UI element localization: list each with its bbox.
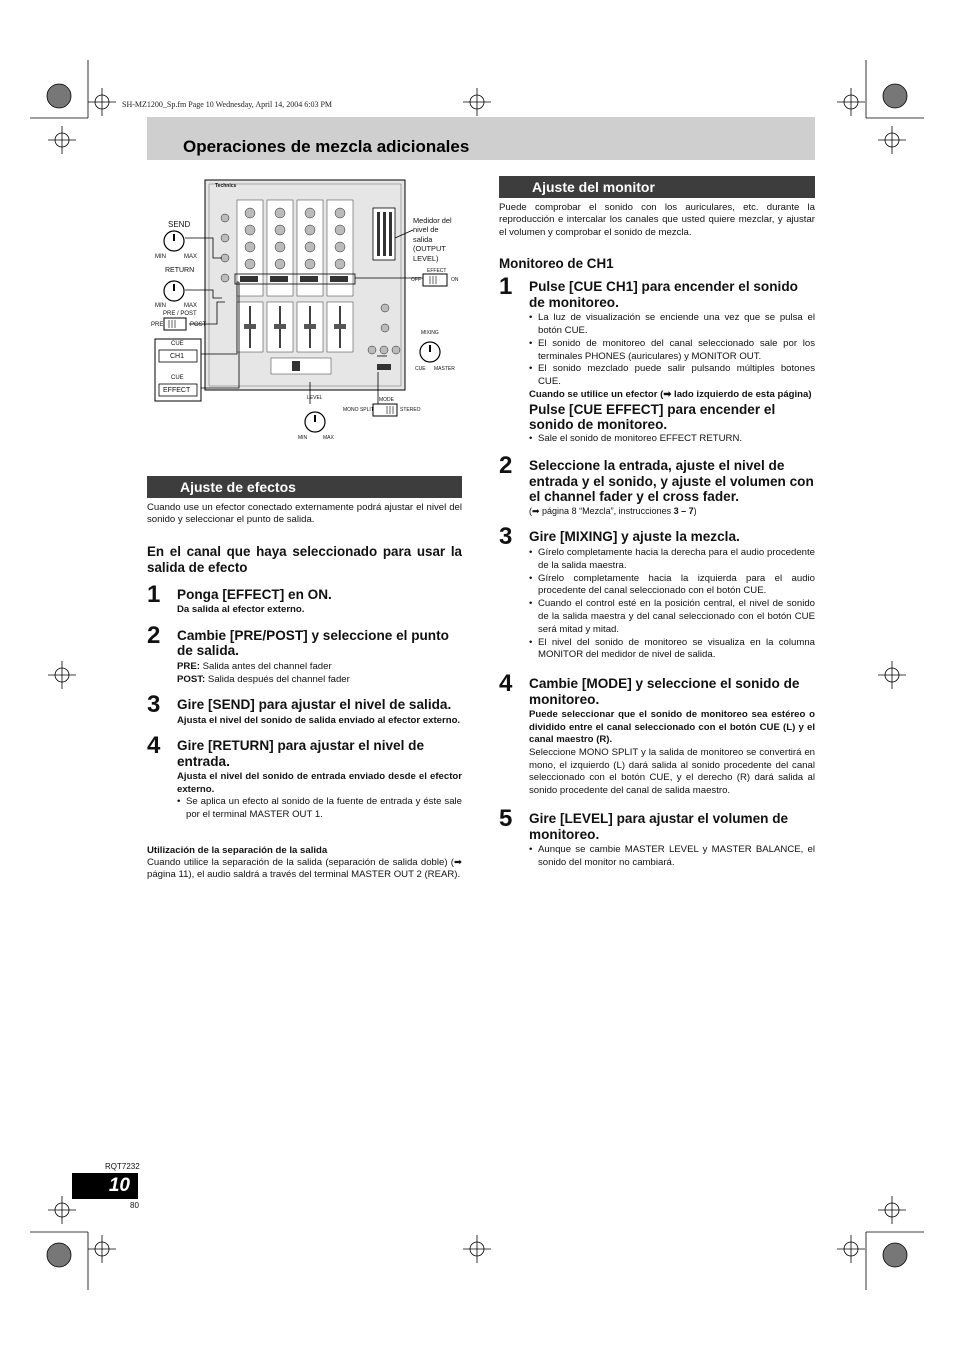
section-heading-monitor: Ajuste del monitor — [499, 176, 815, 198]
bullet-item: • Se aplica un efecto al sonido de la fuente de entrada y éste sale por el terminal MASTER OUT 1. — [177, 796, 462, 822]
ref-a: (➡ página 8 “Mezcla”, instrucciones — [529, 505, 674, 516]
bullet-item: • Sale el sonido de monitoreo EFFECT RETURN. — [529, 433, 815, 446]
send-label: SEND — [168, 220, 191, 229]
efectos-intro: Cuando use un efector conectado externamente podrá ajustar el nivel del sonido y seleccionar el punto de salida. — [147, 502, 462, 526]
post-label: POST — [190, 322, 207, 328]
effect-switch-label: EFFECT — [427, 268, 447, 274]
step-number: 4 — [499, 670, 513, 698]
step-title: Gire [SEND] para ajustar el nivel de salida. — [177, 697, 452, 713]
level-max-label: MAX — [323, 435, 334, 441]
step-1-effect — [147, 580, 462, 617]
left-column — [147, 476, 462, 882]
step-4-effect — [147, 732, 462, 822]
on-label: ON — [451, 277, 459, 283]
step-5-monitor — [499, 805, 815, 870]
step-desc: Seleccione MONO SPLIT y la salida de monitoreo se convertirá en mono, el izquierdo (L) dará salida al sonido procedente del canal seleccionado con el botón CUE, y el derecho (R) dará salida al sonido procedente del canal de salida maestro. — [529, 746, 815, 796]
stereo-label: STEREO — [400, 407, 421, 413]
bullet-item: • Gírelo completamente hacia la derecha para el audio procedente de la salida maestra. — [529, 547, 815, 573]
step-2-effect — [147, 621, 462, 686]
step-title: Gire [MIXING] y ajuste la mezcla. — [529, 529, 740, 545]
step-title: Ponga [EFFECT] en ON. — [177, 586, 332, 602]
step-number: 3 — [499, 523, 513, 551]
pre-key: PRE: — [177, 660, 200, 672]
post-line — [177, 674, 462, 687]
ref-c: ) — [693, 505, 697, 516]
cue-label-2: CUE — [171, 375, 184, 381]
return-max-label: MAX — [184, 303, 198, 309]
mode-label: MODE — [379, 397, 394, 403]
page-number: 10 — [72, 1173, 138, 1199]
step-desc: Da salida al efector externo. — [177, 604, 305, 616]
step-4-monitor — [499, 670, 815, 797]
step-bullets — [529, 547, 815, 662]
step-number: 3 — [147, 691, 161, 719]
step-bullets — [529, 844, 815, 870]
step-title: Gire [LEVEL] para ajustar el volumen de monitoreo. — [529, 811, 789, 842]
step-ref — [529, 505, 815, 518]
ch1-label: CH1 — [170, 353, 185, 360]
title-band — [147, 117, 815, 160]
step-subtitle: Pulse [CUE EFFECT] para encender el sonido de monitoreo. — [529, 401, 776, 433]
effect-label: EFFECT — [163, 387, 191, 394]
section-heading-efectos: Ajuste de efectos — [147, 476, 462, 498]
mono-split-label: MONO SPLIT — [343, 407, 374, 413]
monitor-subheading: Monitoreo de CH1 — [499, 256, 614, 272]
send-max-label: MAX — [184, 254, 198, 260]
mixing-label: MIXING — [421, 330, 439, 336]
step-3-monitor — [499, 523, 815, 662]
page-title: Operaciones de mezcla adicionales — [183, 137, 470, 156]
bullet-item: • El nivel del sonido de monitoreo se visualiza en la columna MONITOR del medidor de nivel de salida. — [529, 637, 815, 663]
step-bold-desc: Puede seleccionar que el sonido de monitoreo sea estéreo o dividido entre el canal seleccionado con el botón CUE (L) y el canal maestro (R). — [529, 709, 815, 746]
bullet-item: • La luz de visualización se enciende una vez que se pulsa el botón CUE. — [529, 312, 815, 338]
efectos-subheading: En el canal que haya seleccionado para usar la salida de efecto — [147, 543, 462, 575]
step-number: 2 — [147, 621, 161, 649]
pre-post-label: PRE / POST — [163, 311, 197, 317]
monitor-intro: Puede comprobar el sonido con los auriculares, etc. durante la reproducción e intercalar los canales que usted quiere mezclar, y ajustar el volumen y comprobar el sonido de mezcla. — [499, 202, 815, 238]
step-bullets — [529, 433, 815, 446]
step-title: Cambie [PRE/POST] y seleccione el punto de salida. — [177, 627, 449, 659]
note-text: Cuando utilice la separación de la salida (separación de salida doble) (➡ página 11), el audio saldrá a través del terminal MASTER OUT 2 (REAR). — [147, 856, 462, 881]
sub-page-number: 80 — [130, 1201, 139, 1210]
mixing-cue-label: CUE — [415, 366, 426, 372]
step-title: Pulse [CUE CH1] para encender el sonido de monitoreo. — [529, 279, 798, 310]
effector-note: Cuando se utilice un efector (➡ lado izquierdo de esta página) — [529, 389, 812, 400]
step-number: 2 — [499, 452, 513, 480]
meter-label: Medidor del nivel de salida (OUTPUT LEVEL) — [413, 216, 452, 263]
bullet-item: • El sonido de monitoreo del canal seleccionado sale por los terminales PHONES (auriculares) y MONITOR OUT. — [529, 338, 815, 364]
step-2-monitor — [499, 452, 815, 517]
return-min-label: MIN — [155, 303, 166, 309]
brand-logo: Technics — [215, 183, 237, 189]
level-label: LEVEL — [307, 395, 323, 401]
mixing-master-label: MASTER — [434, 366, 455, 372]
return-label: RETURN — [165, 267, 195, 274]
note-title: Utilización de la separación de la salida — [147, 844, 328, 856]
off-label: OFF — [411, 277, 421, 283]
step-desc: Ajusta el nivel del sonido de entrada enviado desde el efector externo. — [177, 771, 462, 795]
pre-line — [177, 661, 462, 674]
step-number: 1 — [147, 580, 161, 608]
step-desc: Ajusta el nivel del sonido de salida enviado al efector externo. — [177, 714, 461, 726]
step-title: Cambie [MODE] y seleccione el sonido de monitoreo. — [529, 676, 800, 707]
level-min-label: MIN — [298, 435, 308, 441]
step-number: 5 — [499, 805, 513, 833]
post-text: Salida después del channel fader — [205, 673, 350, 685]
post-key: POST: — [177, 673, 206, 685]
right-column — [499, 176, 815, 870]
step-bullets — [529, 312, 815, 389]
step-title: Seleccione la entrada, ajuste el nivel de entrada y el sonido, y ajuste el volumen con el channel fader y el cross fader. — [529, 458, 814, 505]
bullet-item: • El sonido mezclado puede salir pulsando múltiples botones CUE. — [529, 363, 815, 389]
file-info: SH-MZ1200_Sp.fm Page 10 Wednesday, April 14, 2004 6:03 PM — [122, 100, 333, 109]
pre-text: Salida antes del channel fader — [199, 660, 332, 672]
step-3-effect — [147, 691, 462, 727]
bullet-item: • Cuando el control esté en la posición central, el nivel de sonido de la salida maestra y del canal seleccionado con el botón CUE será mitad y mitad. — [529, 598, 815, 636]
target-tl — [48, 126, 76, 154]
step-number: 1 — [499, 273, 513, 301]
send-min-label: MIN — [155, 254, 166, 260]
step-number: 4 — [147, 732, 161, 760]
bullet-item: • Aunque se cambie MASTER LEVEL y MASTER BALANCE, el sonido del monitor no cambiará. — [529, 844, 815, 870]
pre-label: PRE — [151, 322, 164, 328]
cue-label-1: CUE — [171, 341, 184, 347]
ref-b: 3 – 7 — [673, 505, 694, 516]
mixer-diagram — [147, 178, 462, 443]
step-bullets — [177, 796, 462, 822]
step-1-monitor — [499, 273, 815, 445]
bullet-item: • Gírelo completamente hacia la izquierda para el audio procedente del canal seleccionado con el botón CUE. — [529, 573, 815, 599]
step-title: Gire [RETURN] para ajustar el nivel de entrada. — [177, 738, 425, 769]
rqt-code: RQT7232 — [105, 1162, 140, 1171]
